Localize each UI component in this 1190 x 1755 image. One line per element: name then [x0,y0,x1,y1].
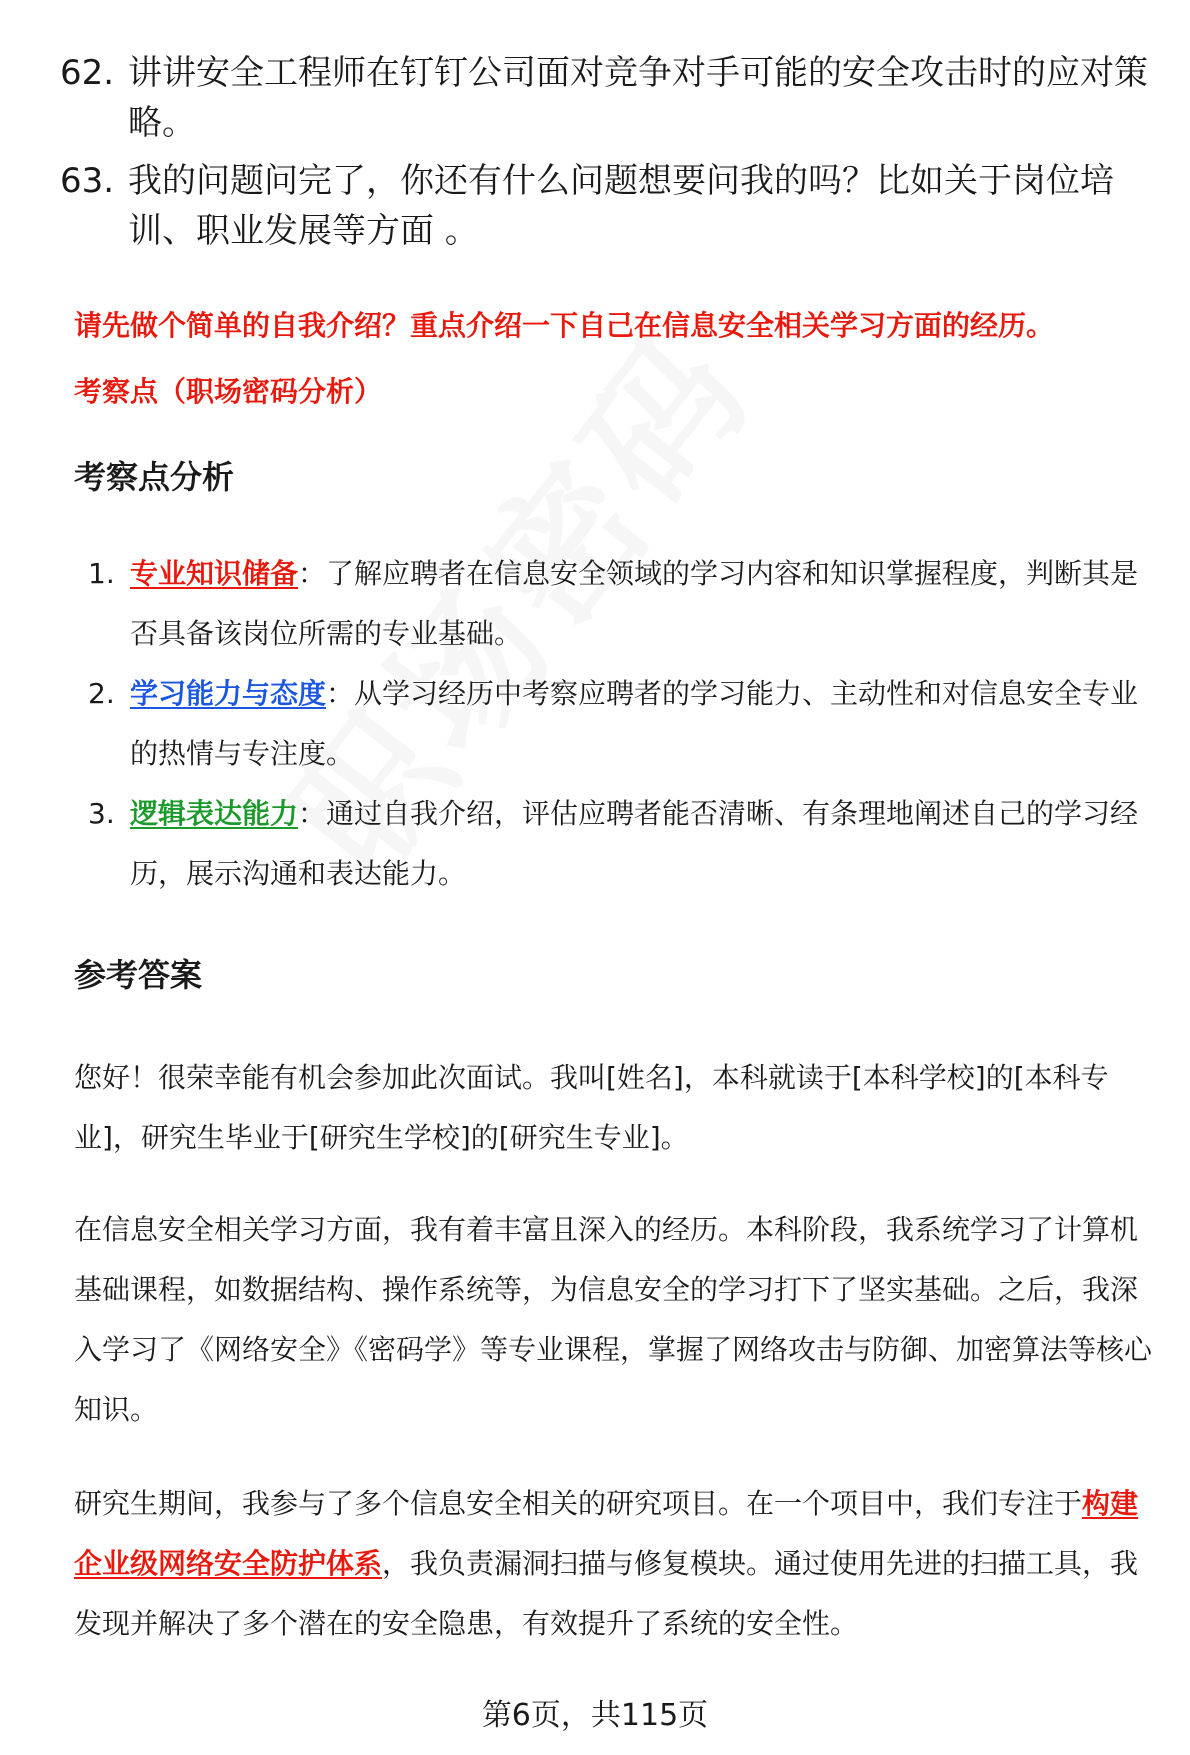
answer-paragraph-3 [74,1474,1154,1654]
exam-point-label: 考察点（职场密码分析） [74,375,383,408]
paragraph-text: ，我负责漏洞扫描与修复模块。通过使用先进的扫描工具，我发现并解决了多个潜在的安全隐患，有效提升了系统的安全性。 [74,1547,1139,1640]
highlighted-keyword: 构建企业级网络安全防护体系 [74,1487,1139,1580]
analysis-heading: 考察点分析 [74,458,235,496]
analysis-item-number: 3. [88,797,115,830]
analysis-text: ：了解应聘者在信息安全领域的学习内容和知识掌握程度，判断其是否具备该岗位所需的专业基础。 [130,557,1139,650]
analysis-keyword: 学习能力与态度 [130,677,327,710]
analysis-text: ：从学习经历中考察应聘者的学习能力、主动性和对信息安全专业的热情与专注度。 [130,677,1139,770]
page-footer: 第6页，共115页 [481,1698,709,1733]
analysis-text: ：通过自我介绍，评估应聘者能否清晰、有条理地阐述自己的学习经历，展示沟通和表达能力。 [130,797,1139,890]
answer-heading: 参考答案 [74,956,203,994]
analysis-keyword: 逻辑表达能力 [130,797,299,830]
analysis-item [74,544,1154,664]
analysis-item-number: 2. [88,677,115,710]
paragraph-text: 研究生期间，我参与了多个信息安全相关的研究项目。在一个项目中，我们专注于 [74,1487,1083,1520]
analysis-list [74,544,1154,904]
answer-paragraph-2: 在信息安全相关学习方面，我有着丰富且深入的经历。本科阶段，我系统学习了计算机基础课程，如数据结构、操作系统等，为信息安全的学习打下了坚实基础。之后，我深入学习了《网络安全》《密码学》等专业课程，掌握了网络攻击与防御、加密算法等核心知识。 [74,1213,1153,1426]
question-text: 讲讲安全工程师在钉钉公司面对竞争对手可能的安全攻击时的应对策略。 [128,53,1148,143]
answer-paragraph-1: 您好！很荣幸能有机会参加此次面试。我叫[姓名]，本科就读于[本科学校]的[本科专业]，研究生毕业于[研究生学校]的[研究生专业]。 [74,1061,1109,1154]
question-item-63 [60,156,1150,256]
analysis-item [74,664,1154,784]
analysis-item-number: 1. [88,557,115,590]
question-title: 请先做个简单的自我介绍？重点介绍一下自己在信息安全相关学习方面的经历。 [74,309,1055,342]
question-number: 62. [60,53,115,93]
question-number: 63. [60,161,115,201]
question-item-62 [60,48,1150,148]
analysis-item [74,784,1154,904]
question-text: 我的问题问完了，你还有什么问题想要问我的吗？比如关于岗位培训、职业发展等方面 。 [128,161,1114,251]
analysis-keyword: 专业知识储备 [130,557,299,590]
